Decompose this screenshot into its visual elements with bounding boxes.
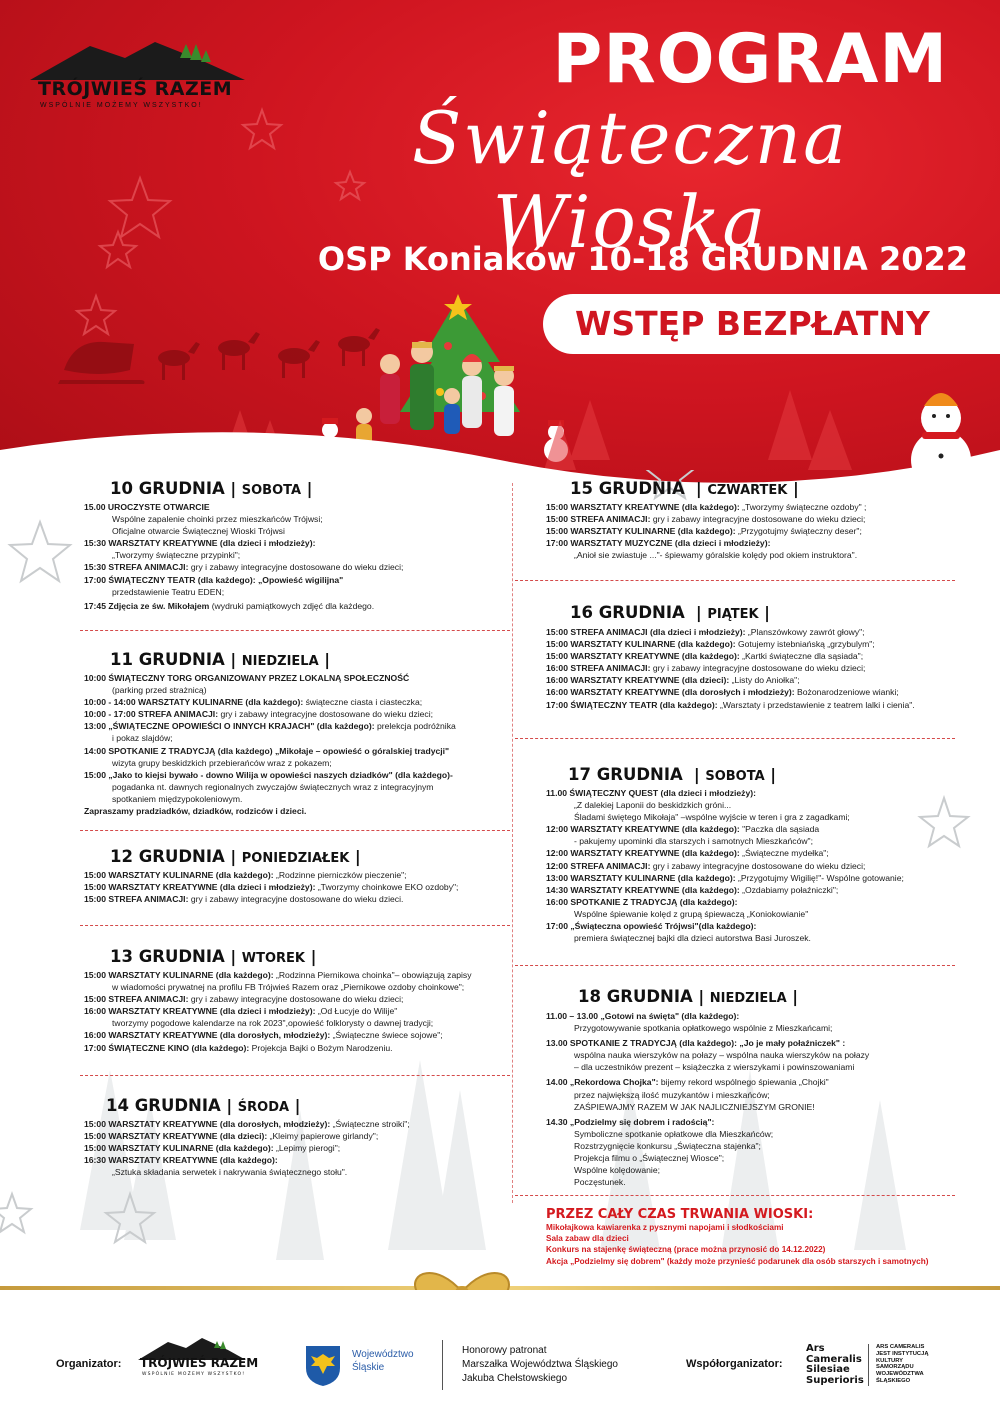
program-line: 15:00 WARSZTATY KULINARNE (dla każdego): „Lepimy pierogi"; (84, 1143, 341, 1154)
day-date: 17 GRUDNIA (568, 765, 683, 784)
program-line: 16:00 WARSZTATY KREATYWNE (dla dorosłych, młodzieży): „Świąteczne świece sojowe"; (84, 1030, 443, 1041)
logo-name: TRÓJWIEŚ RAZEM (38, 78, 233, 100)
day-section-12 (110, 847, 361, 866)
day-title: 15 GRUDNIA | CZWARTEK | (570, 479, 799, 498)
day-weekday: NIEDZIELA (241, 654, 319, 669)
program-line: 11.00 – 13.00 „Gotowi na święta" (dla każdego): (546, 1011, 740, 1021)
day-section-10 (110, 479, 312, 498)
program-line: 14:00 SPOTKANIE Z TRADYCJĄ (dla każdego) „Mikołaje – opowieść o góralskiej tradycji" (84, 745, 450, 756)
whole-time-line: Konkurs na stajenkę świąteczną (prace można przynosić do 14.12.2022) (546, 1245, 826, 1255)
program-line: wspólna nauka wierszyków na połazy – wspólna nauka wierszyków na połazy (574, 1050, 870, 1061)
section-divider (515, 965, 955, 966)
day-weekday: PIĄTEK (707, 607, 759, 622)
program-line: 15:00 WARSZTATY KREATYWNE (dla każdego): „Kartki świąteczne dla sąsiada"; (546, 651, 864, 662)
program-line: 16:00 WARSZTATY KREATYWNE (dla dzieci i młodzieży): „Od Łucyje do Wilije" (84, 1006, 398, 1017)
program-line: – dla uczestników prezent – książeczka z wierszykami i powinszowaniami (574, 1062, 855, 1073)
program-line: 15:00 „Jako to kiejsi bywało - downo Wilija w opowieści naszych dziadków" (dla każdego)- (84, 769, 453, 780)
day-lines-12 (84, 869, 458, 905)
program-line: premiera świątecznej bajki dla dzieci autorstwa Basi Juroszek. (574, 933, 811, 944)
program-line: „Tworzymy świąteczne przypinki"; (112, 550, 241, 561)
day-section-16 (570, 603, 770, 622)
program-line: 15:00 WARSZTATY KREATYWNE (dla dzieci i młodzieży): „Tworzymy choinkowe EKO ozdoby"; (84, 882, 459, 893)
day-date: 14 GRUDNIA (106, 1096, 221, 1115)
program-line: Zapraszamy pradziadków, dziadków, rodziców i dzieci. (84, 806, 307, 817)
whole-time-line: Akcja „Podzielmy się dobrem" (każdy może przynieść podarunek dla osób starszych i samotnych) (546, 1256, 929, 1266)
program-line: 16:30 WARSZTATY KREATYWNE (dla każdego): (84, 1155, 278, 1166)
program-line: Projekcja filmu o „Świątecznej Wiosce"; (574, 1153, 725, 1164)
program-line: Symboliczne spotkanie opłatkowe dla Mieszkańców; (574, 1128, 774, 1139)
program-line: Wspólne śpiewanie kolęd z grupą śpiewaczą „Koniokowianie" (574, 908, 809, 919)
day-weekday: CZWARTEK (707, 483, 788, 498)
day-title: 14 GRUDNIA | ŚRODA | (106, 1096, 301, 1115)
program-line: 13:00 „ŚWIĄTECZNE OPOWIEŚCI O INNYCH KRAJACH" (dla każdego): prelekcja podróżnika (84, 721, 456, 732)
program-title: PROGRAM (552, 20, 948, 99)
program-line: wizyta grupy beskidzkich przebierańców wraz z pokazem; (112, 757, 332, 768)
program-line: 17:00 ŚWIĄTECZNY TEATR (dla każdego): „Opowieść wigilijna" (84, 574, 344, 585)
program-line: (parking przed strażnicą) (112, 685, 207, 696)
silesia-coat-of-arms-icon (304, 1344, 342, 1388)
region-name: Województwo Śląskie (352, 1349, 414, 1373)
whole-time-line: Mikołajkowa kawiarenka z pysznymi napojami i słodkościami (546, 1223, 784, 1232)
coorganizer-label: Współorganizator: (686, 1358, 783, 1370)
program-line: 13:00 WARSZTATY KULINARNE (dla każdego): „Przygotujmy Wigilię!"- Wspólne gotowanie; (546, 872, 904, 883)
trojwies-logo (30, 36, 245, 116)
day-weekday: PONIEDZIAŁEK (241, 851, 350, 866)
day-title: 10 GRUDNIA | SOBOTA | (110, 479, 313, 498)
organizer-tagline: WSPÓLNIE MOŻEMY WSZYSTKO! (142, 1372, 246, 1377)
program-line: 15:30 STREFA ANIMACJI: gry i zabawy integracyjne dostosowane do wieku dzieci; (84, 562, 404, 573)
day-weekday: SOBOTA (705, 769, 765, 784)
day-section-17 (568, 765, 776, 784)
program-line: 15:00 WARSZTATY KREATYWNE (dla dorosłych, młodzieży): „Świąteczne stroiki"; (84, 1119, 410, 1129)
program-line: 17:00 WARSZTATY MUZYCZNE (dla dzieci i młodzieży): (546, 538, 771, 549)
program-line: 15:00 WARSZTATY KREATYWNE (dla dzieci): „Kleimy papierowe girlandy"; (84, 1131, 379, 1142)
program-line: 13.00 SPOTKANIE Z TRADYCJĄ (dla każdego): „Jo je mały połaźniczek" : (546, 1038, 846, 1049)
program-line: 10:00 - 17:00 STREFA ANIMACJI: gry i zabawy integracyjne dostosowane do wieku dzieci; (84, 709, 434, 720)
section-divider (515, 738, 955, 739)
header-banner (0, 0, 1000, 520)
day-date: 13 GRUDNIA (110, 947, 225, 966)
day-title: 11 GRUDNIA | NIEDZIELA | (110, 650, 331, 669)
day-section-15 (570, 479, 799, 498)
program-line: Śladami świętego Mikołaja" –wspólne wyjście w teren i gra z zagadkami; (574, 812, 850, 823)
day-lines-16 (546, 626, 915, 711)
footer-separator (442, 1340, 443, 1390)
program-line: 12:00 WARSZTATY KREATYWNE (dla każdego): "Paczka dla sąsiada (546, 824, 820, 835)
day-title: 17 GRUDNIA | SOBOTA | (568, 765, 777, 784)
day-lines-17 (546, 787, 904, 944)
day-weekday: SOBOTA (241, 483, 302, 498)
day-title: 12 GRUDNIA | PONIEDZIAŁEK | (110, 847, 361, 866)
day-date: 11 GRUDNIA (110, 650, 225, 669)
day-section-18 (578, 987, 798, 1006)
mountain-logo-icon (30, 36, 245, 84)
program-line: 11.00 ŚWIĄTECZNY QUEST (dla dzieci i młodzieży): (546, 788, 756, 798)
program-line: 12:00 WARSZTATY KREATYWNE (dla każdego): „Świąteczne mydełka"; (546, 848, 829, 859)
day-lines-11 (84, 672, 456, 817)
program-line: 15:00 STREFA ANIMACJI: gry i zabawy integracyjne dostosowane do wieku dzieci; (546, 514, 866, 525)
program-line: Poczęstunek. (574, 1177, 626, 1188)
day-lines-15 (546, 501, 866, 561)
free-entry-text: WSTĘP BEZPŁATNY (575, 304, 930, 343)
program-line: Przygotowywanie spotkania opłatkowego wspólnie z Mieszkańcami; (574, 1023, 833, 1034)
program-line: Rozstrzygnięcie konkursu „Świąteczna stajenka"; (574, 1140, 761, 1151)
section-divider (515, 580, 955, 581)
program-line: spotkaniem międzypokoleniowym. (112, 793, 243, 804)
day-weekday: NIEDZIELA (709, 991, 787, 1006)
day-lines-14 (84, 1118, 410, 1178)
program-line: Wspólne zapalenie choinki przez mieszkańców Trójwsi; (112, 514, 323, 525)
program-line: 10:00 ŚWIĄTECZNY TORG ORGANIZOWANY PRZEZ LOKALNĄ SPOŁECZNOŚĆ (84, 673, 410, 683)
ars-cameralis-logo: Ars Cameralis Silesiae Superioris (806, 1343, 864, 1386)
logo-tagline: WSPÓLNIE MOŻEMY WSZYSTKO! (40, 102, 203, 109)
program-line: przez największą ilość muzykantów i mieszkańców; (574, 1089, 770, 1100)
whole-time-line: Sala zabaw dla dzieci (546, 1234, 629, 1244)
program-line: 17:45 Zdjęcia ze św. Mikołajem (wydruki pamiątkowych zdjęć dla każdego. (84, 600, 375, 611)
program-line: 16:00 SPOTKANIE Z TRADYCJĄ (dla każdego): (546, 896, 738, 907)
program-line: 14.30 „Podzielmy się dobrem i radością": (546, 1116, 715, 1127)
program-line: 17:00 „Świąteczna opowieść Trójwsi"(dla każdego): (546, 921, 757, 932)
program-line: „Sztuka składania serwetek i nakrywania świątecznego stołu". (112, 1167, 348, 1178)
program-line: 16:00 WARSZTATY KREATYWNE (dla dorosłych i młodzieży): Bożonarodzeniowe wianki; (546, 687, 899, 698)
footer-separator (868, 1344, 869, 1386)
program-line: 15.00 UROCZYSTE OTWARCIE (84, 502, 210, 512)
program-line: 10:00 - 14:00 WARSZTATY KULINARNE (dla każdego): świąteczne ciasta i ciasteczka; (84, 697, 423, 708)
program-line: i pokaz slajdów; (112, 733, 173, 744)
program-line: 16:00 STREFA ANIMACJI: gry i zabawy integracyjne dostosowane do wieku dzieci; (546, 663, 866, 674)
section-divider (80, 925, 510, 926)
program-line: Wspólne kolędowanie; (574, 1165, 660, 1176)
program-line: tworzymy pogodowe kalendarze na rok 2023",opowieść folklorysty o dawnej tradycji; (112, 1018, 434, 1029)
program-line: 15:00 WARSZTATY KULINARNE (dla każdego): Gotujemy istebniańską „grzybulym"; (546, 639, 875, 650)
program-line: 15:00 WARSZTATY KULINARNE (dla każdego): „Przygotujmy świąteczny deser"; (546, 526, 862, 537)
day-section-13 (110, 947, 316, 966)
day-date: 10 GRUDNIA (110, 479, 225, 498)
program-line: ZAŚPIEWAJMY RAZEM W JAK NAJLICZNIEJSZYM GRONIE! (574, 1101, 815, 1112)
program-line: 15:00 WARSZTATY KULINARNE (dla każdego): „Rodzinna Piernikowa choinka"– obowiązują zapisy (84, 970, 472, 980)
day-title: 13 GRUDNIA | WTOREK | (110, 947, 317, 966)
event-dates: OSP Koniaków 10-18 GRUDNIA 2022 (317, 240, 968, 278)
program-line: 16:00 WARSZTATY KREATYWNE (dla dzieci): „Listy do Aniołka"; (546, 675, 800, 686)
program-line: - pakujemy upominki dla starszych i samotnych Mieszkańców"; (574, 836, 813, 847)
program-line: 17:00 ŚWIĄTECZNY TEATR (dla każdego): „Warsztaty i przedstawienie z teatrem lalki i cienia". (546, 699, 915, 710)
day-lines-10 (84, 501, 403, 612)
footer (0, 1290, 1000, 1408)
program-line: 12:00 STREFA ANIMACJI: gry i zabawy integracyjne dostosowane do wieku dzieci; (546, 860, 866, 871)
day-weekday: ŚRODA (237, 1100, 290, 1115)
day-date: 12 GRUDNIA (110, 847, 225, 866)
program-line: 14.00 „Rekordowa Chojka": bijemy rekord wspólnego śpiewania „Chojki" (546, 1077, 829, 1088)
section-divider (80, 830, 510, 831)
patron-text: Honorowy patronat Marszałka Województwa Śląskiego Jakuba Chełstowskiego (462, 1345, 618, 1384)
organizer-logo: TRÓJWIEŚ RAZEM (140, 1356, 259, 1370)
program-line: „Z dalekiej Laponii do beskidzkich gróni... (574, 800, 732, 811)
program-line: w wiadomości prywatnej na profilu FB Trójwieś Razem oraz „Piernikowe ozdoby choinkowe"; (112, 982, 465, 993)
script-title: Świąteczna Wioska (411, 96, 848, 264)
program-line: 15:00 STREFA ANIMACJI: gry i zabawy integracyjne dostosowane do wieku dzieci. (84, 894, 404, 905)
program-line: 15:00 WARSZTATY KULINARNE (dla każdego): „Rodzinne pierniczków pieczenie"; (84, 870, 407, 880)
day-title: 16 GRUDNIA | PIĄTEK | (570, 603, 771, 622)
program-line: 15:30 WARSZTATY KREATYWNE (dla dzieci i młodzieży): (84, 538, 316, 549)
whole-time-title: PRZEZ CAŁY CZAS TRWANIA WIOSKI: (546, 1207, 814, 1222)
column-divider (512, 483, 513, 1203)
day-section-11 (110, 650, 330, 669)
day-date: 16 GRUDNIA (570, 603, 685, 622)
ars-institution-text: ARS CAMERALIS JEST INSTYTUCJĄ KULTURY SAMORZĄDU WOJEWÓDZTWA ŚLĄSKIEGO (876, 1344, 929, 1384)
program-line: 17:00 ŚWIĄTECZNE KINO (dla każdego): Projekcja Bajki o Bożym Narodzeniu. (84, 1042, 393, 1053)
program-line: 15:00 WARSZTATY KREATYWNE (dla każdego): „Tworzymy świąteczne ozdoby" ; (546, 502, 867, 512)
day-date: 15 GRUDNIA (570, 479, 685, 498)
program-line: 14:30 WARSZTATY KREATYWNE (dla każdego): „Ozdabiamy połaźniczki"; (546, 884, 839, 895)
organizer-label: Organizator: (56, 1358, 122, 1370)
day-lines-18 (546, 1010, 869, 1188)
program-line: przedstawienie Teatru EDEN; (112, 586, 225, 597)
program-line: Oficjalne otwarcie Świątecznej Wioski Trójwsi (112, 526, 285, 537)
program-line: „Anioł sie zwiastuje ..."- śpiewamy góralskie kolędy pod okiem instruktora". (574, 550, 858, 561)
program-line: 15:00 STREFA ANIMACJI: gry i zabawy integracyjne dostosowane do wieku dzieci; (84, 994, 404, 1005)
day-section-14 (106, 1096, 300, 1115)
day-weekday: WTOREK (241, 951, 305, 966)
program-line: pogadanka nt. dawnych regionalnych zwyczajów świątecznych wraz z integracyjnym (112, 781, 434, 792)
program-line: 15:00 STREFA ANIMACJI (dla dzieci i młodzieży): „Planszówkowy zawrót głowy"; (546, 627, 865, 637)
day-date: 18 GRUDNIA (578, 987, 693, 1006)
whole-time-section (546, 1207, 928, 1267)
section-divider (515, 1195, 955, 1196)
day-lines-13 (84, 969, 472, 1054)
day-title: 18 GRUDNIA | NIEDZIELA | (578, 987, 799, 1006)
section-divider (80, 630, 510, 631)
section-divider (80, 1075, 510, 1076)
